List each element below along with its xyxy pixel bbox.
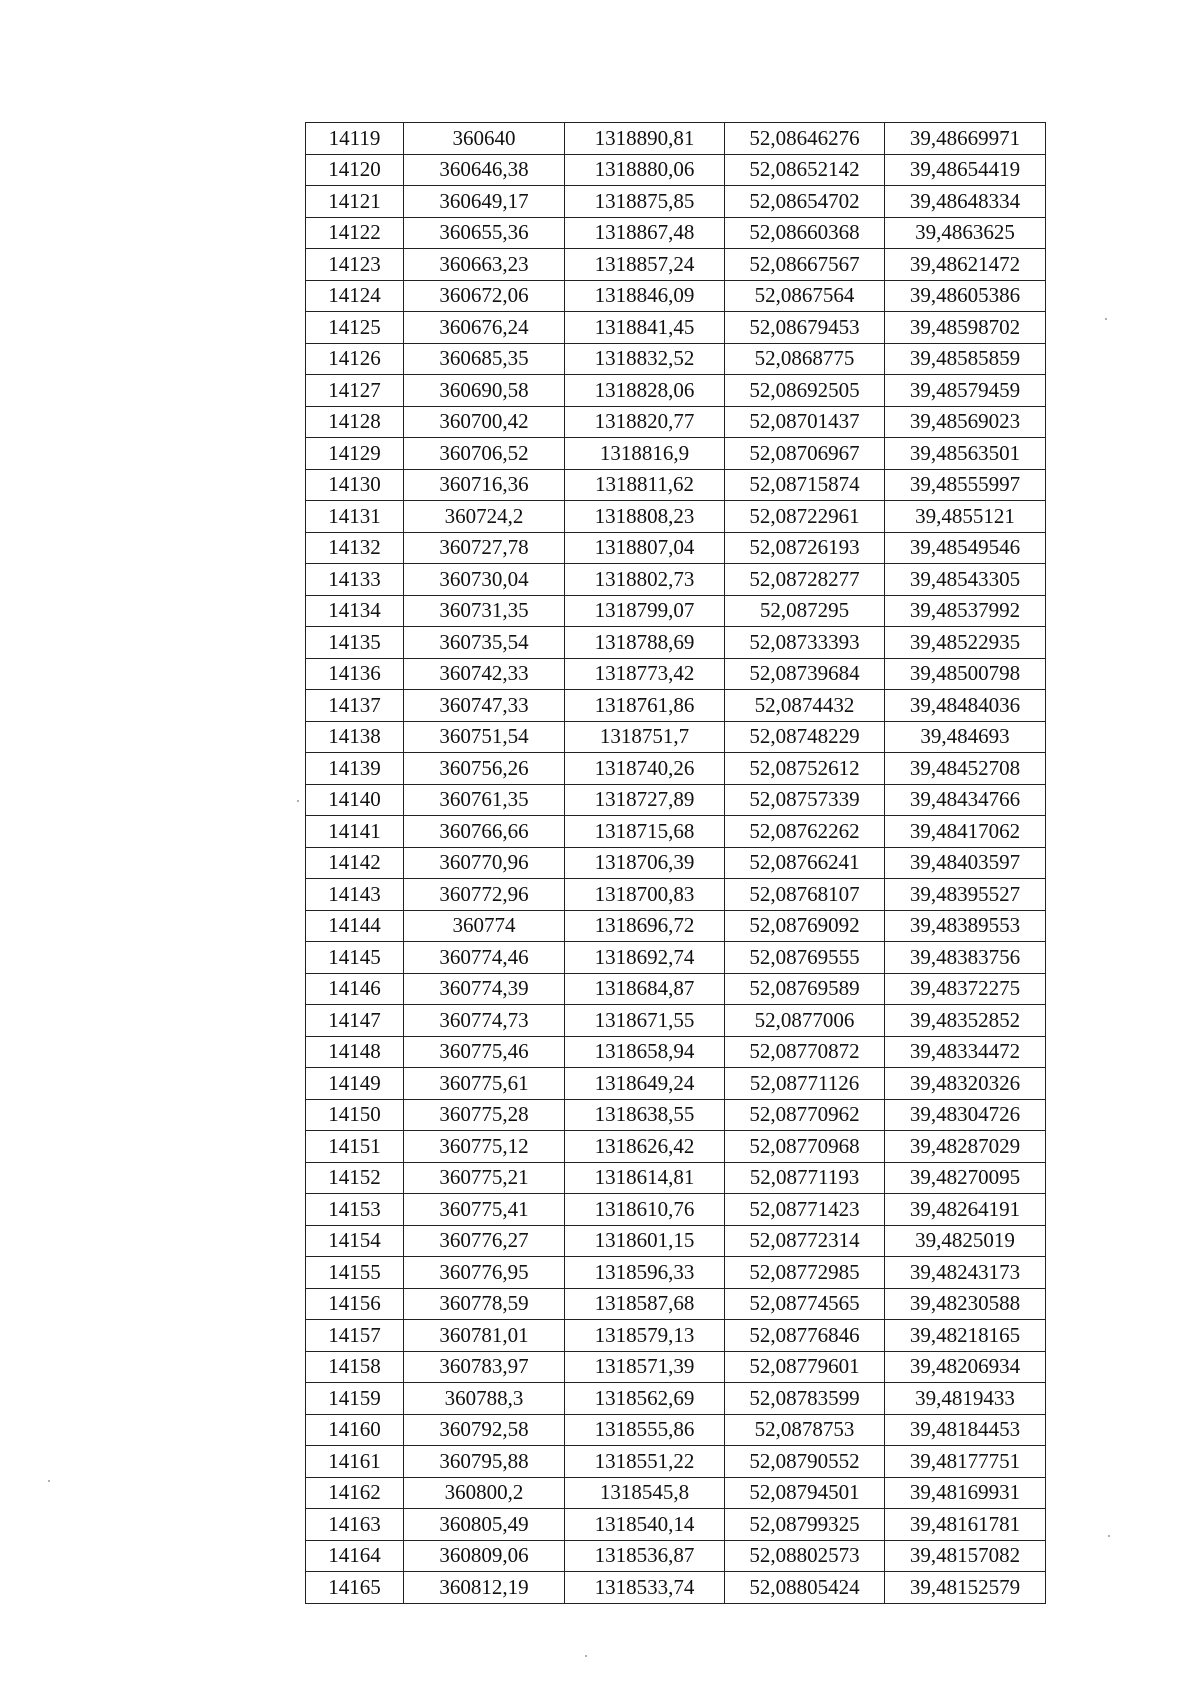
y-coordinate-cell: 1318684,87 [565,973,725,1005]
longitude-cell: 39,48264191 [885,1194,1046,1226]
latitude-cell: 52,08652142 [725,154,885,186]
longitude-cell: 39,48230588 [885,1288,1046,1320]
scan-speck [297,800,299,802]
point-number-cell: 14163 [306,1509,404,1541]
point-number-cell: 14130 [306,469,404,501]
point-number-cell: 14165 [306,1572,404,1604]
latitude-cell: 52,08783599 [725,1383,885,1415]
longitude-cell: 39,48621472 [885,249,1046,281]
latitude-cell: 52,0867564 [725,280,885,312]
longitude-cell: 39,48555997 [885,469,1046,501]
table-row [306,1288,1046,1320]
point-number-cell: 14136 [306,658,404,690]
latitude-cell: 52,08779601 [725,1351,885,1383]
y-coordinate-cell: 1318579,13 [565,1320,725,1352]
latitude-cell: 52,08739684 [725,658,885,690]
x-coordinate-cell: 360690,58 [404,375,565,407]
table-row [306,564,1046,596]
y-coordinate-cell: 1318807,04 [565,532,725,564]
scan-speck [1105,318,1107,320]
table-row [306,1162,1046,1194]
table-row [306,1036,1046,1068]
point-number-cell: 14148 [306,1036,404,1068]
y-coordinate-cell: 1318551,22 [565,1446,725,1478]
longitude-cell: 39,48395527 [885,879,1046,911]
x-coordinate-cell: 360685,35 [404,343,565,375]
longitude-cell: 39,48287029 [885,1131,1046,1163]
table-row [306,910,1046,942]
point-number-cell: 14145 [306,942,404,974]
x-coordinate-cell: 360792,58 [404,1414,565,1446]
y-coordinate-cell: 1318828,06 [565,375,725,407]
longitude-cell: 39,48522935 [885,627,1046,659]
y-coordinate-cell: 1318875,85 [565,186,725,218]
longitude-cell: 39,4863625 [885,217,1046,249]
x-coordinate-cell: 360731,35 [404,595,565,627]
table-row [306,1540,1046,1572]
longitude-cell: 39,48389553 [885,910,1046,942]
x-coordinate-cell: 360788,3 [404,1383,565,1415]
y-coordinate-cell: 1318536,87 [565,1540,725,1572]
x-coordinate-cell: 360751,54 [404,721,565,753]
latitude-cell: 52,08701437 [725,406,885,438]
table-row [306,406,1046,438]
point-number-cell: 14119 [306,123,404,155]
latitude-cell: 52,08757339 [725,784,885,816]
latitude-cell: 52,08768107 [725,879,885,911]
point-number-cell: 14137 [306,690,404,722]
latitude-cell: 52,08772314 [725,1225,885,1257]
longitude-cell: 39,484693 [885,721,1046,753]
longitude-cell: 39,48304726 [885,1099,1046,1131]
longitude-cell: 39,48563501 [885,438,1046,470]
y-coordinate-cell: 1318533,74 [565,1572,725,1604]
y-coordinate-cell: 1318658,94 [565,1036,725,1068]
table-row [306,942,1046,974]
latitude-cell: 52,08769555 [725,942,885,974]
longitude-cell: 39,48218165 [885,1320,1046,1352]
table-row [306,627,1046,659]
longitude-cell: 39,48177751 [885,1446,1046,1478]
x-coordinate-cell: 360783,97 [404,1351,565,1383]
x-coordinate-cell: 360646,38 [404,154,565,186]
x-coordinate-cell: 360747,33 [404,690,565,722]
latitude-cell: 52,08770962 [725,1099,885,1131]
table-row [306,1225,1046,1257]
longitude-cell: 39,48243173 [885,1257,1046,1289]
scan-speck [585,1655,587,1657]
latitude-cell: 52,0878753 [725,1414,885,1446]
x-coordinate-cell: 360775,41 [404,1194,565,1226]
point-number-cell: 14121 [306,186,404,218]
point-number-cell: 14140 [306,784,404,816]
point-number-cell: 14161 [306,1446,404,1478]
point-number-cell: 14143 [306,879,404,911]
point-number-cell: 14132 [306,532,404,564]
point-number-cell: 14133 [306,564,404,596]
table-row [306,280,1046,312]
x-coordinate-cell: 360663,23 [404,249,565,281]
table-row [306,123,1046,155]
longitude-cell: 39,48206934 [885,1351,1046,1383]
y-coordinate-cell: 1318587,68 [565,1288,725,1320]
table-row [306,658,1046,690]
x-coordinate-cell: 360774,39 [404,973,565,1005]
x-coordinate-cell: 360676,24 [404,312,565,344]
longitude-cell: 39,4825019 [885,1225,1046,1257]
table-row [306,1257,1046,1289]
latitude-cell: 52,08766241 [725,847,885,879]
x-coordinate-cell: 360775,12 [404,1131,565,1163]
latitude-cell: 52,08776846 [725,1320,885,1352]
table-row [306,1131,1046,1163]
table-row [306,217,1046,249]
point-number-cell: 14156 [306,1288,404,1320]
x-coordinate-cell: 360809,06 [404,1540,565,1572]
longitude-cell: 39,4855121 [885,501,1046,533]
y-coordinate-cell: 1318751,7 [565,721,725,753]
point-number-cell: 14157 [306,1320,404,1352]
y-coordinate-cell: 1318571,39 [565,1351,725,1383]
y-coordinate-cell: 1318811,62 [565,469,725,501]
longitude-cell: 39,48372275 [885,973,1046,1005]
y-coordinate-cell: 1318740,26 [565,753,725,785]
table-row [306,375,1046,407]
table-row [306,186,1046,218]
latitude-cell: 52,08748229 [725,721,885,753]
x-coordinate-cell: 360770,96 [404,847,565,879]
latitude-cell: 52,08646276 [725,123,885,155]
x-coordinate-cell: 360775,21 [404,1162,565,1194]
longitude-cell: 39,48569023 [885,406,1046,438]
latitude-cell: 52,08679453 [725,312,885,344]
y-coordinate-cell: 1318562,69 [565,1383,725,1415]
table-row [306,1477,1046,1509]
latitude-cell: 52,08726193 [725,532,885,564]
longitude-cell: 39,48334472 [885,1036,1046,1068]
x-coordinate-cell: 360730,04 [404,564,565,596]
x-coordinate-cell: 360766,66 [404,816,565,848]
table-row [306,879,1046,911]
x-coordinate-cell: 360655,36 [404,217,565,249]
y-coordinate-cell: 1318601,15 [565,1225,725,1257]
point-number-cell: 14131 [306,501,404,533]
longitude-cell: 39,4819433 [885,1383,1046,1415]
x-coordinate-cell: 360735,54 [404,627,565,659]
table-row [306,438,1046,470]
longitude-cell: 39,48383756 [885,942,1046,974]
x-coordinate-cell: 360772,96 [404,879,565,911]
y-coordinate-cell: 1318706,39 [565,847,725,879]
table-row [306,1068,1046,1100]
y-coordinate-cell: 1318761,86 [565,690,725,722]
point-number-cell: 14127 [306,375,404,407]
x-coordinate-cell: 360706,52 [404,438,565,470]
point-number-cell: 14120 [306,154,404,186]
point-number-cell: 14147 [306,1005,404,1037]
y-coordinate-cell: 1318540,14 [565,1509,725,1541]
x-coordinate-cell: 360774,73 [404,1005,565,1037]
table-row [306,753,1046,785]
latitude-cell: 52,08805424 [725,1572,885,1604]
latitude-cell: 52,08794501 [725,1477,885,1509]
point-number-cell: 14155 [306,1257,404,1289]
x-coordinate-cell: 360775,28 [404,1099,565,1131]
point-number-cell: 14149 [306,1068,404,1100]
latitude-cell: 52,08715874 [725,469,885,501]
longitude-cell: 39,48320326 [885,1068,1046,1100]
table-row [306,847,1046,879]
coordinates-table [305,122,1046,1604]
point-number-cell: 14158 [306,1351,404,1383]
point-number-cell: 14142 [306,847,404,879]
longitude-cell: 39,48169931 [885,1477,1046,1509]
y-coordinate-cell: 1318715,68 [565,816,725,848]
latitude-cell: 52,08790552 [725,1446,885,1478]
y-coordinate-cell: 1318841,45 [565,312,725,344]
y-coordinate-cell: 1318614,81 [565,1162,725,1194]
point-number-cell: 14123 [306,249,404,281]
longitude-cell: 39,48605386 [885,280,1046,312]
point-number-cell: 14159 [306,1383,404,1415]
table-row [306,249,1046,281]
table-row [306,1414,1046,1446]
table-row [306,816,1046,848]
y-coordinate-cell: 1318700,83 [565,879,725,911]
x-coordinate-cell: 360649,17 [404,186,565,218]
table-row [306,1005,1046,1037]
x-coordinate-cell: 360761,35 [404,784,565,816]
y-coordinate-cell: 1318788,69 [565,627,725,659]
longitude-cell: 39,48434766 [885,784,1046,816]
y-coordinate-cell: 1318802,73 [565,564,725,596]
latitude-cell: 52,08722961 [725,501,885,533]
y-coordinate-cell: 1318820,77 [565,406,725,438]
point-number-cell: 14146 [306,973,404,1005]
point-number-cell: 14129 [306,438,404,470]
x-coordinate-cell: 360716,36 [404,469,565,501]
latitude-cell: 52,0874432 [725,690,885,722]
longitude-cell: 39,48549546 [885,532,1046,564]
latitude-cell: 52,08706967 [725,438,885,470]
point-number-cell: 14152 [306,1162,404,1194]
y-coordinate-cell: 1318799,07 [565,595,725,627]
point-number-cell: 14160 [306,1414,404,1446]
table-row [306,1572,1046,1604]
latitude-cell: 52,08802573 [725,1540,885,1572]
table-row [306,1509,1046,1541]
latitude-cell: 52,08771126 [725,1068,885,1100]
point-number-cell: 14164 [306,1540,404,1572]
x-coordinate-cell: 360640 [404,123,565,155]
longitude-cell: 39,48543305 [885,564,1046,596]
longitude-cell: 39,48152579 [885,1572,1046,1604]
y-coordinate-cell: 1318692,74 [565,942,725,974]
y-coordinate-cell: 1318610,76 [565,1194,725,1226]
point-number-cell: 14125 [306,312,404,344]
x-coordinate-cell: 360776,95 [404,1257,565,1289]
table-row [306,721,1046,753]
point-number-cell: 14126 [306,343,404,375]
x-coordinate-cell: 360781,01 [404,1320,565,1352]
x-coordinate-cell: 360795,88 [404,1446,565,1478]
latitude-cell: 52,08774565 [725,1288,885,1320]
latitude-cell: 52,08762262 [725,816,885,848]
latitude-cell: 52,087295 [725,595,885,627]
latitude-cell: 52,08660368 [725,217,885,249]
point-number-cell: 14162 [306,1477,404,1509]
point-number-cell: 14134 [306,595,404,627]
table-row [306,312,1046,344]
table-row [306,343,1046,375]
point-number-cell: 14124 [306,280,404,312]
x-coordinate-cell: 360742,33 [404,658,565,690]
point-number-cell: 14139 [306,753,404,785]
y-coordinate-cell: 1318773,42 [565,658,725,690]
table-row [306,469,1046,501]
longitude-cell: 39,48648334 [885,186,1046,218]
longitude-cell: 39,48537992 [885,595,1046,627]
x-coordinate-cell: 360724,2 [404,501,565,533]
x-coordinate-cell: 360775,46 [404,1036,565,1068]
longitude-cell: 39,48157082 [885,1540,1046,1572]
table-row [306,595,1046,627]
latitude-cell: 52,0868775 [725,343,885,375]
latitude-cell: 52,08799325 [725,1509,885,1541]
longitude-cell: 39,48270095 [885,1162,1046,1194]
longitude-cell: 39,48654419 [885,154,1046,186]
y-coordinate-cell: 1318890,81 [565,123,725,155]
x-coordinate-cell: 360672,06 [404,280,565,312]
latitude-cell: 52,08733393 [725,627,885,659]
longitude-cell: 39,48598702 [885,312,1046,344]
y-coordinate-cell: 1318626,42 [565,1131,725,1163]
x-coordinate-cell: 360727,78 [404,532,565,564]
longitude-cell: 39,48579459 [885,375,1046,407]
latitude-cell: 52,08770968 [725,1131,885,1163]
latitude-cell: 52,08769589 [725,973,885,1005]
table-row [306,1383,1046,1415]
x-coordinate-cell: 360774,46 [404,942,565,974]
table-row [306,1351,1046,1383]
longitude-cell: 39,48669971 [885,123,1046,155]
latitude-cell: 52,08770872 [725,1036,885,1068]
point-number-cell: 14128 [306,406,404,438]
latitude-cell: 52,08752612 [725,753,885,785]
point-number-cell: 14154 [306,1225,404,1257]
y-coordinate-cell: 1318696,72 [565,910,725,942]
table-row [306,154,1046,186]
x-coordinate-cell: 360774 [404,910,565,942]
latitude-cell: 52,08728277 [725,564,885,596]
y-coordinate-cell: 1318555,86 [565,1414,725,1446]
y-coordinate-cell: 1318545,8 [565,1477,725,1509]
table-row [306,1446,1046,1478]
point-number-cell: 14141 [306,816,404,848]
x-coordinate-cell: 360756,26 [404,753,565,785]
scan-speck [48,1480,50,1482]
y-coordinate-cell: 1318808,23 [565,501,725,533]
latitude-cell: 52,08772985 [725,1257,885,1289]
scan-speck [1108,1535,1110,1537]
point-number-cell: 14150 [306,1099,404,1131]
longitude-cell: 39,48417062 [885,816,1046,848]
point-number-cell: 14122 [306,217,404,249]
table-row [306,1099,1046,1131]
y-coordinate-cell: 1318832,52 [565,343,725,375]
table-row [306,784,1046,816]
table-row [306,1320,1046,1352]
latitude-cell: 52,0877006 [725,1005,885,1037]
point-number-cell: 14138 [306,721,404,753]
x-coordinate-cell: 360812,19 [404,1572,565,1604]
point-number-cell: 14153 [306,1194,404,1226]
table-row [306,1194,1046,1226]
point-number-cell: 14135 [306,627,404,659]
latitude-cell: 52,08667567 [725,249,885,281]
longitude-cell: 39,48585859 [885,343,1046,375]
y-coordinate-cell: 1318880,06 [565,154,725,186]
x-coordinate-cell: 360775,61 [404,1068,565,1100]
longitude-cell: 39,48403597 [885,847,1046,879]
x-coordinate-cell: 360800,2 [404,1477,565,1509]
latitude-cell: 52,08771423 [725,1194,885,1226]
point-number-cell: 14151 [306,1131,404,1163]
coordinates-table-body [306,123,1046,1604]
latitude-cell: 52,08654702 [725,186,885,218]
y-coordinate-cell: 1318671,55 [565,1005,725,1037]
longitude-cell: 39,48352852 [885,1005,1046,1037]
x-coordinate-cell: 360700,42 [404,406,565,438]
x-coordinate-cell: 360778,59 [404,1288,565,1320]
x-coordinate-cell: 360805,49 [404,1509,565,1541]
latitude-cell: 52,08769092 [725,910,885,942]
point-number-cell: 14144 [306,910,404,942]
table-row [306,501,1046,533]
x-coordinate-cell: 360776,27 [404,1225,565,1257]
longitude-cell: 39,48161781 [885,1509,1046,1541]
table-row [306,532,1046,564]
latitude-cell: 52,08771193 [725,1162,885,1194]
table-row [306,690,1046,722]
longitude-cell: 39,48484036 [885,690,1046,722]
longitude-cell: 39,48452708 [885,753,1046,785]
y-coordinate-cell: 1318649,24 [565,1068,725,1100]
y-coordinate-cell: 1318846,09 [565,280,725,312]
longitude-cell: 39,48184453 [885,1414,1046,1446]
longitude-cell: 39,48500798 [885,658,1046,690]
y-coordinate-cell: 1318596,33 [565,1257,725,1289]
latitude-cell: 52,08692505 [725,375,885,407]
y-coordinate-cell: 1318857,24 [565,249,725,281]
y-coordinate-cell: 1318727,89 [565,784,725,816]
table-row [306,973,1046,1005]
y-coordinate-cell: 1318638,55 [565,1099,725,1131]
y-coordinate-cell: 1318867,48 [565,217,725,249]
y-coordinate-cell: 1318816,9 [565,438,725,470]
